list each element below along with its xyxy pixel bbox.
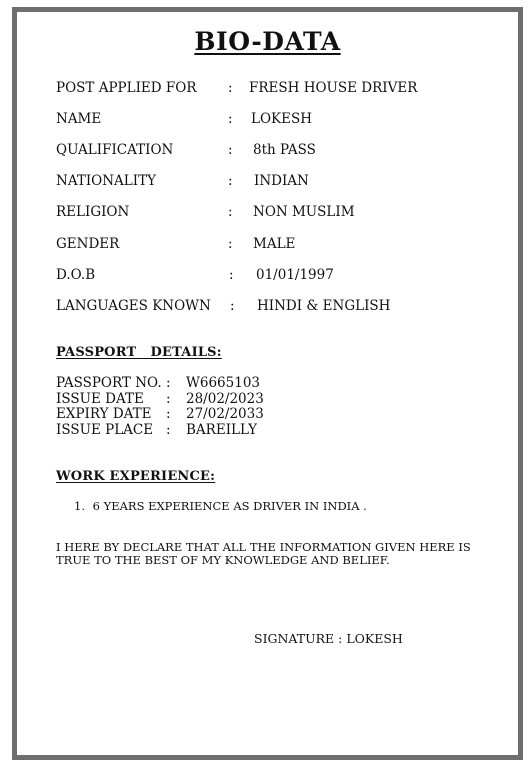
detail-label: QUALIFICATION (56, 142, 174, 158)
signature-line: SIGNATURE : LOKESH (254, 631, 403, 646)
detail-value: NON MUSLIM (253, 204, 355, 220)
detail-label: POST APPLIED FOR (56, 80, 197, 96)
document-title: BIO-DATA (194, 27, 341, 56)
detail-colon: : (228, 80, 233, 96)
detail-label: RELIGION (56, 204, 130, 220)
passport-label: ISSUE DATE (56, 390, 144, 407)
detail-value: MALE (253, 236, 296, 252)
detail-value: LOKESH (251, 111, 312, 127)
experience-list-item (74, 499, 367, 513)
declaration-text: I HERE BY DECLARE THAT ALL THE INFORMATION GIVEN HERE IS TRUE TO THE BEST OF MY KNOWLEDGE AND BELIEF. (56, 540, 471, 567)
detail-value: HINDI & ENGLISH (257, 298, 391, 314)
passport-label: EXPIRY DATE (56, 406, 152, 422)
detail-label: GENDER (56, 236, 120, 252)
detail-label: NATIONALITY (56, 173, 157, 189)
passport-colon: : (166, 375, 171, 391)
document-page (12, 7, 523, 760)
detail-colon: : (228, 236, 233, 252)
detail-label: LANGUAGES KNOWN (56, 298, 211, 314)
passport-label: PASSPORT NO. (56, 375, 162, 391)
detail-colon: : (229, 267, 234, 283)
passport-colon: : (166, 421, 171, 438)
passport-colon: : (166, 406, 171, 422)
passport-value: W6665103 (186, 375, 260, 391)
passport-label: ISSUE PLACE (56, 421, 154, 438)
passport-value: 28/02/2023 (186, 390, 264, 407)
detail-value: INDIAN (254, 173, 309, 189)
passport-value: BAREILLY (186, 421, 258, 438)
detail-colon: : (228, 204, 233, 220)
experience-item-text: 6 YEARS EXPERIENCE AS DRIVER IN INDIA . (92, 499, 367, 513)
detail-colon: : (230, 298, 235, 314)
detail-colon: : (228, 173, 233, 189)
experience-item-number: 1. (74, 499, 85, 513)
detail-colon: : (228, 142, 233, 158)
passport-value: 27/02/2033 (186, 406, 264, 422)
work-experience-heading: WORK EXPERIENCE: (56, 469, 216, 484)
detail-label: NAME (56, 111, 102, 127)
passport-details-heading: PASSPORT DETAILS: (56, 345, 222, 360)
detail-value: FRESH HOUSE DRIVER (249, 80, 418, 96)
detail-label: D.O.B (56, 267, 96, 283)
detail-colon: : (228, 111, 233, 127)
passport-colon: : (166, 390, 171, 407)
detail-value: 8th PASS (253, 142, 316, 158)
detail-value: 01/01/1997 (256, 267, 334, 283)
